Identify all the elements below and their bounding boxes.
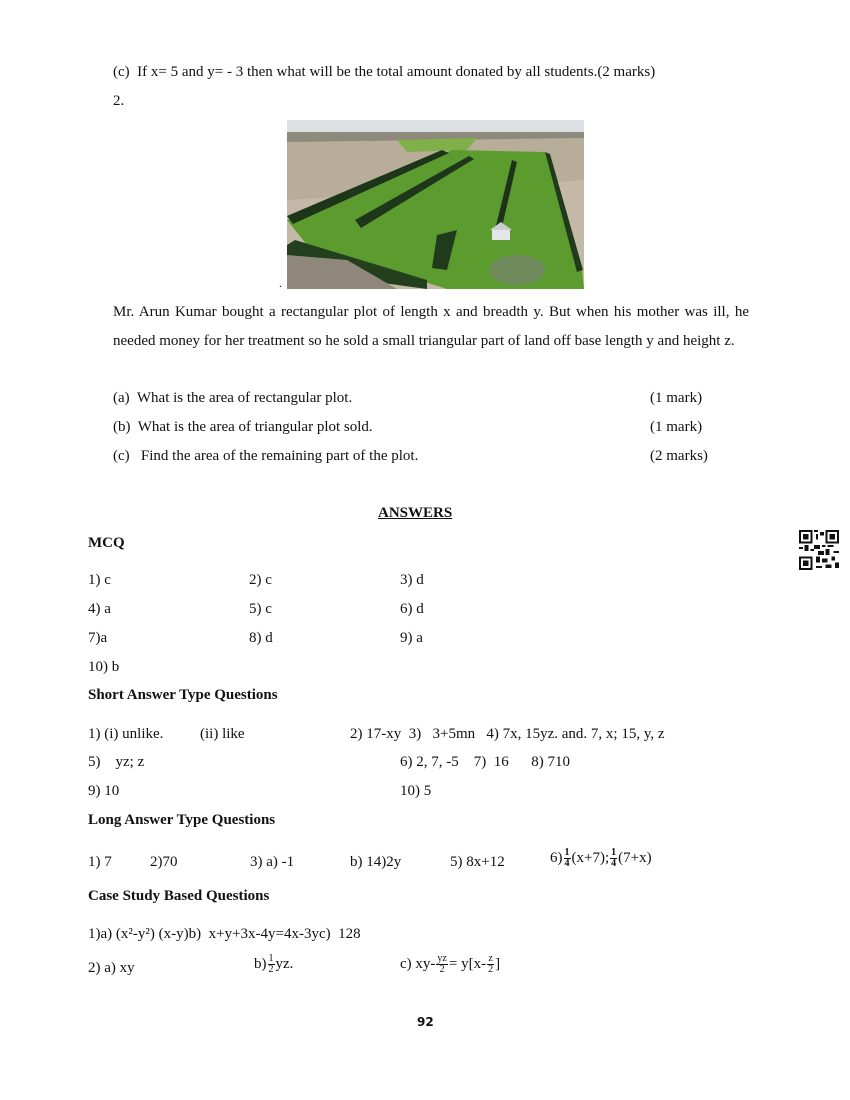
fraction-yz-over-2 — [436, 954, 447, 975]
case-study-heading: Case Study Based Questions — [88, 888, 270, 904]
question-2-number: 2. — [113, 93, 125, 109]
long-answer-3a: 3) a) -1 — [250, 854, 295, 870]
fraction-denominator: 2 — [268, 964, 274, 975]
question-1c-label: (c) — [113, 64, 130, 80]
long-answer-heading: Long Answer Type Questions — [88, 812, 276, 828]
long-answer-1: 1) 7 — [88, 854, 112, 870]
question-2b-label: (b) — [113, 419, 131, 435]
mcq-answer-5: 5) c — [249, 601, 272, 617]
case-study-answer-1: 1)a) (x²-y²) (x-y)b) x+y+3x-4y=4x-3yc) 128 — [88, 926, 361, 942]
fraction-denominator: 4 — [564, 858, 570, 869]
question-2a-text: What is the area of rectangular plot. — [136, 390, 353, 406]
question-2c-text: Find the area of the remaining part of the plot. — [140, 448, 419, 464]
question-2b — [113, 419, 373, 436]
mcq-answer-10: 10) b — [88, 659, 120, 675]
mcq-heading: MCQ — [88, 535, 125, 551]
mcq-answer-2: 2) c — [249, 572, 272, 588]
question-2c-label: (c) — [113, 448, 130, 464]
question-2-paragraph: Mr. Arun Kumar bought a rectangular plot of length x and breadth y. But when his mother was ill, he needed money for her treatment so he sold a small triangular part of land off base length y and height z. — [113, 304, 749, 349]
answers-title: ANSWERS — [378, 505, 453, 521]
mcq-answer-1: 1) c — [88, 572, 111, 588]
long-answer-6-mid: (x+7); — [571, 849, 610, 866]
fraction-denominator: 2 — [439, 964, 445, 975]
question-2a — [113, 390, 352, 407]
qr-code-icon — [799, 530, 839, 570]
long-answer-2: 2)70 — [150, 854, 178, 870]
fraction-z-over-2 — [487, 954, 494, 975]
fraction-one-quarter — [610, 848, 617, 869]
answer-2b-suffix: yz. — [275, 955, 294, 972]
long-answer-6-suffix: (7+x) — [618, 849, 652, 866]
question-2c — [113, 448, 418, 465]
answer-2c-mid: = y[x- — [448, 955, 487, 972]
long-answer-6-prefix: 6) — [550, 849, 563, 866]
question-2a-label: (a) — [113, 390, 130, 406]
fraction-denominator: 4 — [611, 858, 617, 869]
question-1c-text: If x= 5 and y= - 3 then what will be the total amount donated by all students.(2 marks) — [137, 64, 656, 80]
fraction-numerator: z — [488, 953, 493, 964]
mcq-answer-9: 9) a — [400, 630, 423, 646]
question-2a-marks: (1 mark) — [650, 390, 703, 406]
fraction-numerator: 1 — [611, 847, 617, 858]
fraction-numerator: 1 — [268, 953, 274, 964]
fraction-numerator: 1 — [564, 847, 570, 858]
question-2c-marks: (2 marks) — [650, 448, 708, 464]
fraction-denominator: 2 — [488, 964, 494, 975]
short-answer-2-4: 2) 17-xy 3) 3+5mn 4) 7x, 15yz. and. 7, x; 15, y, z — [350, 726, 665, 742]
short-answer-6-8: 6) 2, 7, -5 7) 16 8) 710 — [400, 754, 570, 770]
short-answer-1i: 1) (i) unlike. — [88, 726, 164, 742]
page-number: 92 — [417, 1015, 434, 1029]
case-study-answer-2b — [254, 954, 293, 975]
case-study-answer-2a: 2) a) xy — [88, 960, 135, 976]
short-answer-1ii: (ii) like — [200, 726, 245, 742]
short-answer-5: 5) yz; z — [88, 754, 145, 770]
fraction-one-half — [268, 954, 275, 975]
mcq-answer-4: 4) a — [88, 601, 111, 617]
mcq-answer-8: 8) d — [249, 630, 273, 646]
case-study-answer-2c — [400, 954, 500, 975]
mcq-answer-3: 3) d — [400, 572, 424, 588]
long-answer-5: 5) 8x+12 — [450, 854, 505, 870]
fraction-numerator: yz — [437, 953, 447, 964]
short-answer-10: 10) 5 — [400, 783, 432, 799]
answer-2b-prefix: b) — [254, 955, 267, 972]
mcq-answer-7: 7)a — [88, 630, 108, 646]
question-1c — [113, 64, 655, 81]
mcq-answer-6: 6) d — [400, 601, 424, 617]
answer-2c-prefix: c) xy- — [400, 955, 436, 972]
short-answer-heading: Short Answer Type Questions — [88, 687, 278, 703]
answer-2c-suffix: ] — [495, 955, 501, 972]
short-answer-9: 9) 10 — [88, 783, 120, 799]
fraction-one-quarter — [564, 848, 571, 869]
long-answer-3b: b) 14)2y — [350, 854, 402, 870]
question-2b-marks: (1 mark) — [650, 419, 703, 435]
question-2b-text: What is the area of triangular plot sold. — [137, 419, 373, 435]
image-dot: . — [279, 276, 282, 290]
farm-aerial-photo — [287, 120, 584, 289]
long-answer-6 — [550, 848, 652, 869]
